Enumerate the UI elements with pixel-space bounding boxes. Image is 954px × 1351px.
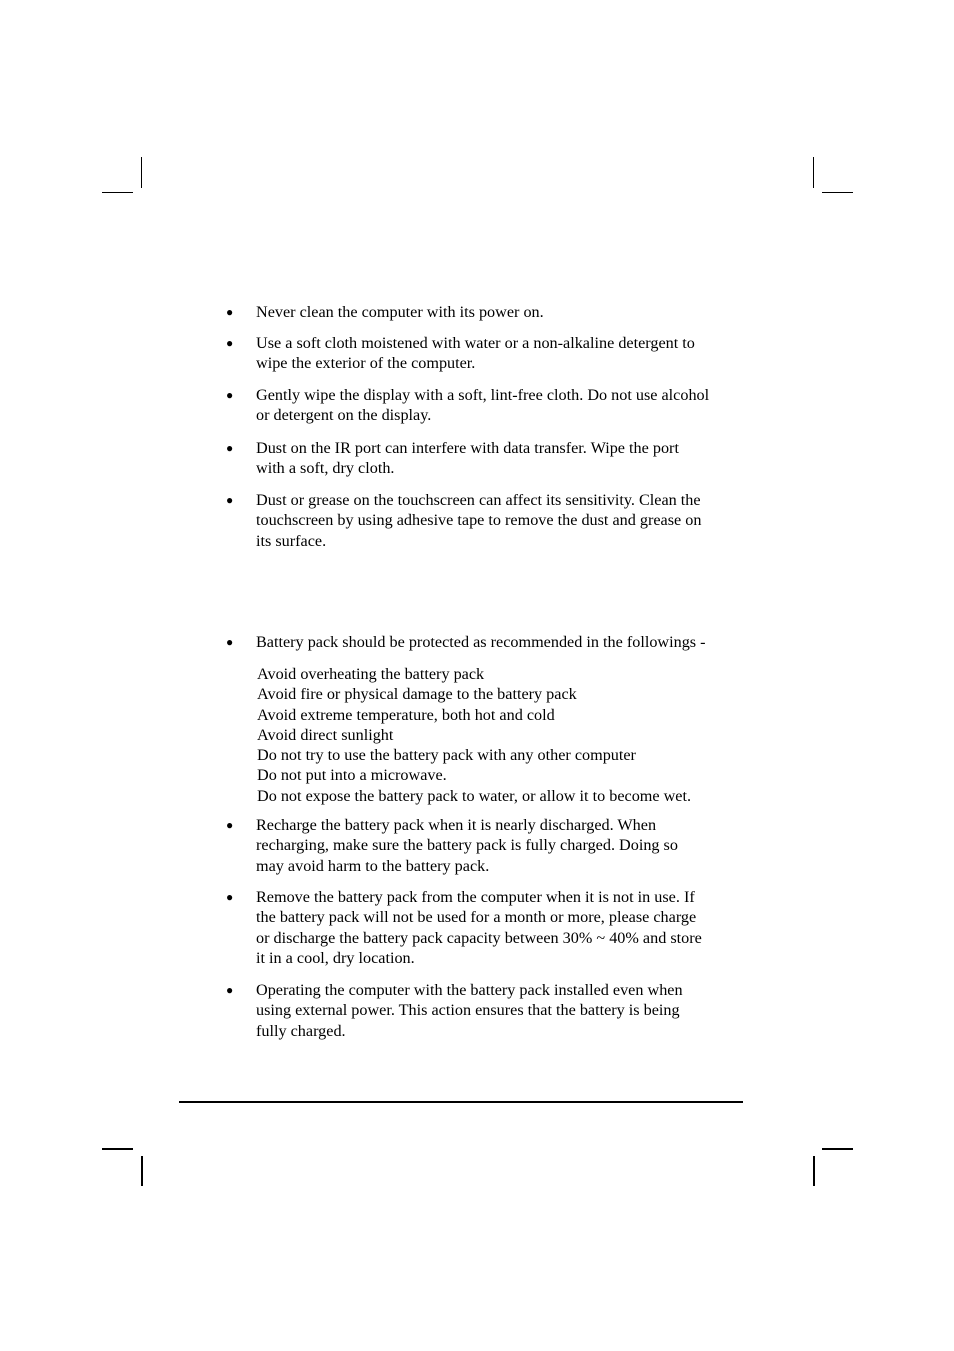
crop-mark-bottom-right-vertical: [813, 1156, 815, 1186]
precaution-item: Do not try to use the battery pack with any other computer: [257, 746, 636, 765]
bullet-icon: ●: [226, 305, 234, 319]
crop-mark-bottom-left-vertical: [141, 1156, 143, 1186]
bullet-icon: ●: [226, 890, 234, 904]
crop-mark-bottom-left-horizontal: [102, 1148, 133, 1150]
list-item-text: Remove the battery pack from the computer when it is not in use. If the battery pack will not be used for a month or more, please charge or discharge the battery pack capacity between 30% ~ 40% and store it in a cool, dry location.: [256, 888, 702, 968]
crop-mark-bottom-right-horizontal: [822, 1148, 853, 1150]
list-item-text: Never clean the computer with its power on.: [256, 303, 544, 321]
list-item-text: Dust on the IR port can interfere with data transfer. Wipe the port with a soft, dry cloth.: [256, 439, 679, 478]
list-item-text: Dust or grease on the touchscreen can affect its sensitivity. Clean the touchscreen by using adhesive tape to remove the dust and grease on its surface.: [256, 491, 702, 550]
list-item-text: Operating the computer with the battery pack installed even when using external power. This action ensures that the battery is being fully charged.: [256, 981, 683, 1040]
battery-intro-text: Battery pack should be protected as recommended in the followings -: [256, 633, 706, 651]
bullet-icon: ●: [226, 388, 234, 402]
precaution-item: Avoid extreme temperature, both hot and cold: [257, 705, 555, 724]
crop-mark-top-left-vertical: [141, 157, 142, 188]
bullet-icon: ●: [226, 635, 234, 649]
bullet-icon: ●: [226, 983, 234, 997]
list-item-text: Gently wipe the display with a soft, lint-free cloth. Do not use alcohol or detergent on the display.: [256, 386, 710, 425]
battery-precautions-list: [257, 664, 757, 806]
precaution-item: Avoid overheating the battery pack: [257, 665, 485, 683]
precaution-item: Do not expose the battery pack to water, or allow it to become wet.: [257, 786, 692, 805]
bullet-icon: ●: [226, 818, 234, 832]
crop-mark-top-right-horizontal: [822, 192, 853, 193]
bullet-icon: ●: [226, 441, 234, 455]
precaution-item: Do not put into a microwave.: [257, 766, 447, 785]
bullet-icon: ●: [226, 336, 234, 350]
bullet-icon: ●: [226, 493, 234, 507]
precaution-item: Avoid fire or physical damage to the battery pack: [257, 685, 577, 704]
crop-mark-top-right-vertical: [813, 157, 814, 188]
crop-mark-top-left-horizontal: [102, 192, 133, 193]
footer-divider: [179, 1101, 743, 1103]
precaution-item: Avoid direct sunlight: [257, 725, 394, 744]
list-item-text: Recharge the battery pack when it is nearly discharged. When recharging, make sure the battery pack is fully charged. Doing so may avoid harm to the battery pack.: [256, 816, 678, 875]
list-item-text: Use a soft cloth moistened with water or a non-alkaline detergent to wipe the exterior of the computer.: [256, 334, 695, 373]
